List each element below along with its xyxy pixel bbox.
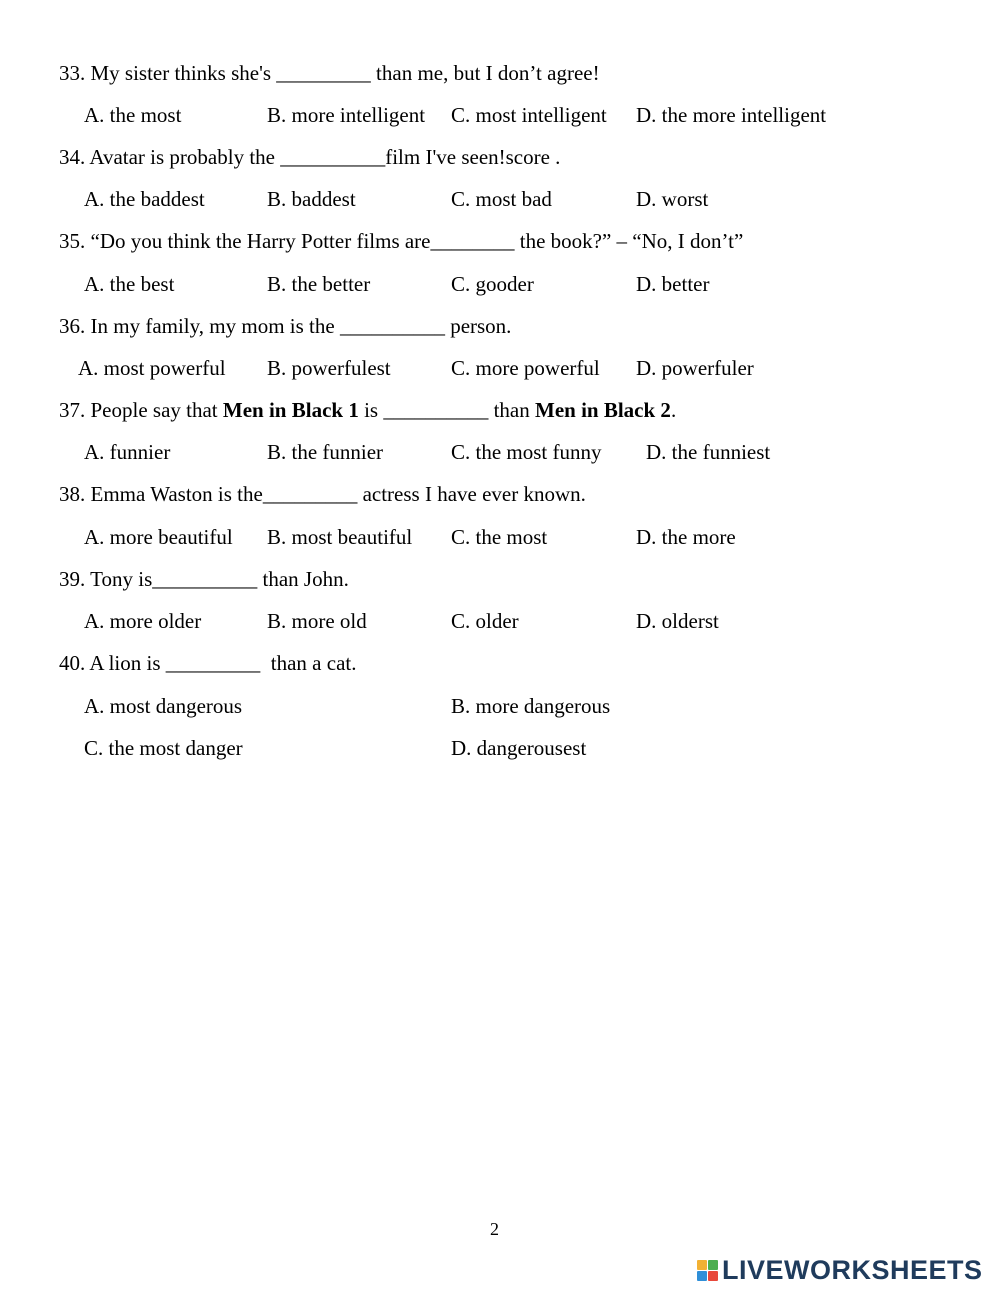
option-36-b[interactable]: B. powerfulest xyxy=(267,356,391,380)
question-37-stem xyxy=(59,397,676,423)
option-35-d[interactable]: D. better xyxy=(636,272,710,296)
option-39-c[interactable]: C. older xyxy=(451,609,519,633)
option-33-d[interactable]: D. the more intelligent xyxy=(636,103,827,127)
option-40-a[interactable]: A. most dangerous xyxy=(84,694,243,718)
option-35-c[interactable]: C. gooder xyxy=(451,272,534,296)
question-35-stem: 35. “Do you think the Harry Potter films are________ the book?” – “No, I don’t” xyxy=(59,229,744,253)
question-39-options xyxy=(0,608,1000,634)
movie-title-men-in-black-2: Men in Black 2 xyxy=(535,398,671,422)
option-33-b[interactable]: B. more intelligent xyxy=(267,103,426,127)
question-34-options xyxy=(0,186,1000,212)
question-33-options xyxy=(0,102,1000,128)
option-34-b[interactable]: B. baddest xyxy=(267,187,356,211)
option-39-d[interactable]: D. olderst xyxy=(636,609,719,633)
option-34-c[interactable]: C. most bad xyxy=(451,187,552,211)
page-number: 2 xyxy=(490,1219,499,1239)
question-40-options-row-2 xyxy=(0,735,1000,761)
option-38-b[interactable]: B. most beautiful xyxy=(267,525,413,549)
logo-square-1 xyxy=(697,1260,707,1270)
question-38-stem: 38. Emma Waston is the_________ actress I have ever known. xyxy=(59,482,586,506)
movie-title-men-in-black-1: Men in Black 1 xyxy=(222,398,359,422)
option-40-b[interactable]: B. more dangerous xyxy=(451,694,611,718)
question-37-options xyxy=(0,439,1000,465)
option-35-a[interactable]: A. the best xyxy=(84,272,175,296)
option-36-c[interactable]: C. more powerful xyxy=(451,356,600,380)
question-39-stem: 39. Tony is__________ than John. xyxy=(59,567,349,591)
option-39-b[interactable]: B. more old xyxy=(267,609,367,633)
option-37-a[interactable]: A. funnier xyxy=(84,440,171,464)
question-33-stem: 33. My sister thinks she's _________ than me, but I don’t agree! xyxy=(59,61,600,85)
question-37-stem-part-2: is __________ than xyxy=(358,398,535,422)
option-33-a[interactable]: A. the most xyxy=(84,103,182,127)
option-40-c[interactable]: C. the most danger xyxy=(84,736,243,760)
option-36-d[interactable]: D. powerfuler xyxy=(636,356,754,380)
option-38-d[interactable]: D. the more xyxy=(636,525,736,549)
option-34-d[interactable]: D. worst xyxy=(636,187,709,211)
question-36-options xyxy=(0,355,1000,381)
option-35-b[interactable]: B. the better xyxy=(267,272,371,296)
logo-squares-icon xyxy=(697,1260,718,1281)
question-40-options-row-1 xyxy=(0,693,1000,719)
question-36-stem: 36. In my family, my mom is the __________ person. xyxy=(59,314,512,338)
logo-square-2 xyxy=(708,1260,718,1270)
logo-square-4 xyxy=(708,1271,718,1281)
question-40-stem: 40. A lion is _________ than a cat. xyxy=(59,651,357,675)
option-36-a[interactable]: A. most powerful xyxy=(78,356,226,380)
liveworksheets-logo xyxy=(697,1255,983,1285)
option-38-a[interactable]: A. more beautiful xyxy=(84,525,233,549)
option-37-d[interactable]: D. the funniest xyxy=(646,440,771,464)
logo-square-3 xyxy=(697,1271,707,1281)
option-40-d[interactable]: D. dangerousest xyxy=(451,736,587,760)
logo-text: LIVEWORKSHEETS xyxy=(722,1254,983,1285)
question-34-stem: 34. Avatar is probably the __________film I've seen!score . xyxy=(59,145,561,169)
option-37-b[interactable]: B. the funnier xyxy=(267,440,384,464)
question-37-stem-part-3: . xyxy=(670,398,677,422)
question-37-stem-part-1: 37. People say that xyxy=(59,398,223,422)
option-38-c[interactable]: C. the most xyxy=(451,525,548,549)
option-39-a[interactable]: A. more older xyxy=(84,609,202,633)
question-35-options xyxy=(0,271,1000,297)
option-33-c[interactable]: C. most intelligent xyxy=(451,103,607,127)
option-34-a[interactable]: A. the baddest xyxy=(84,187,205,211)
option-37-c[interactable]: C. the most funny xyxy=(451,440,602,464)
question-38-options xyxy=(0,524,1000,550)
